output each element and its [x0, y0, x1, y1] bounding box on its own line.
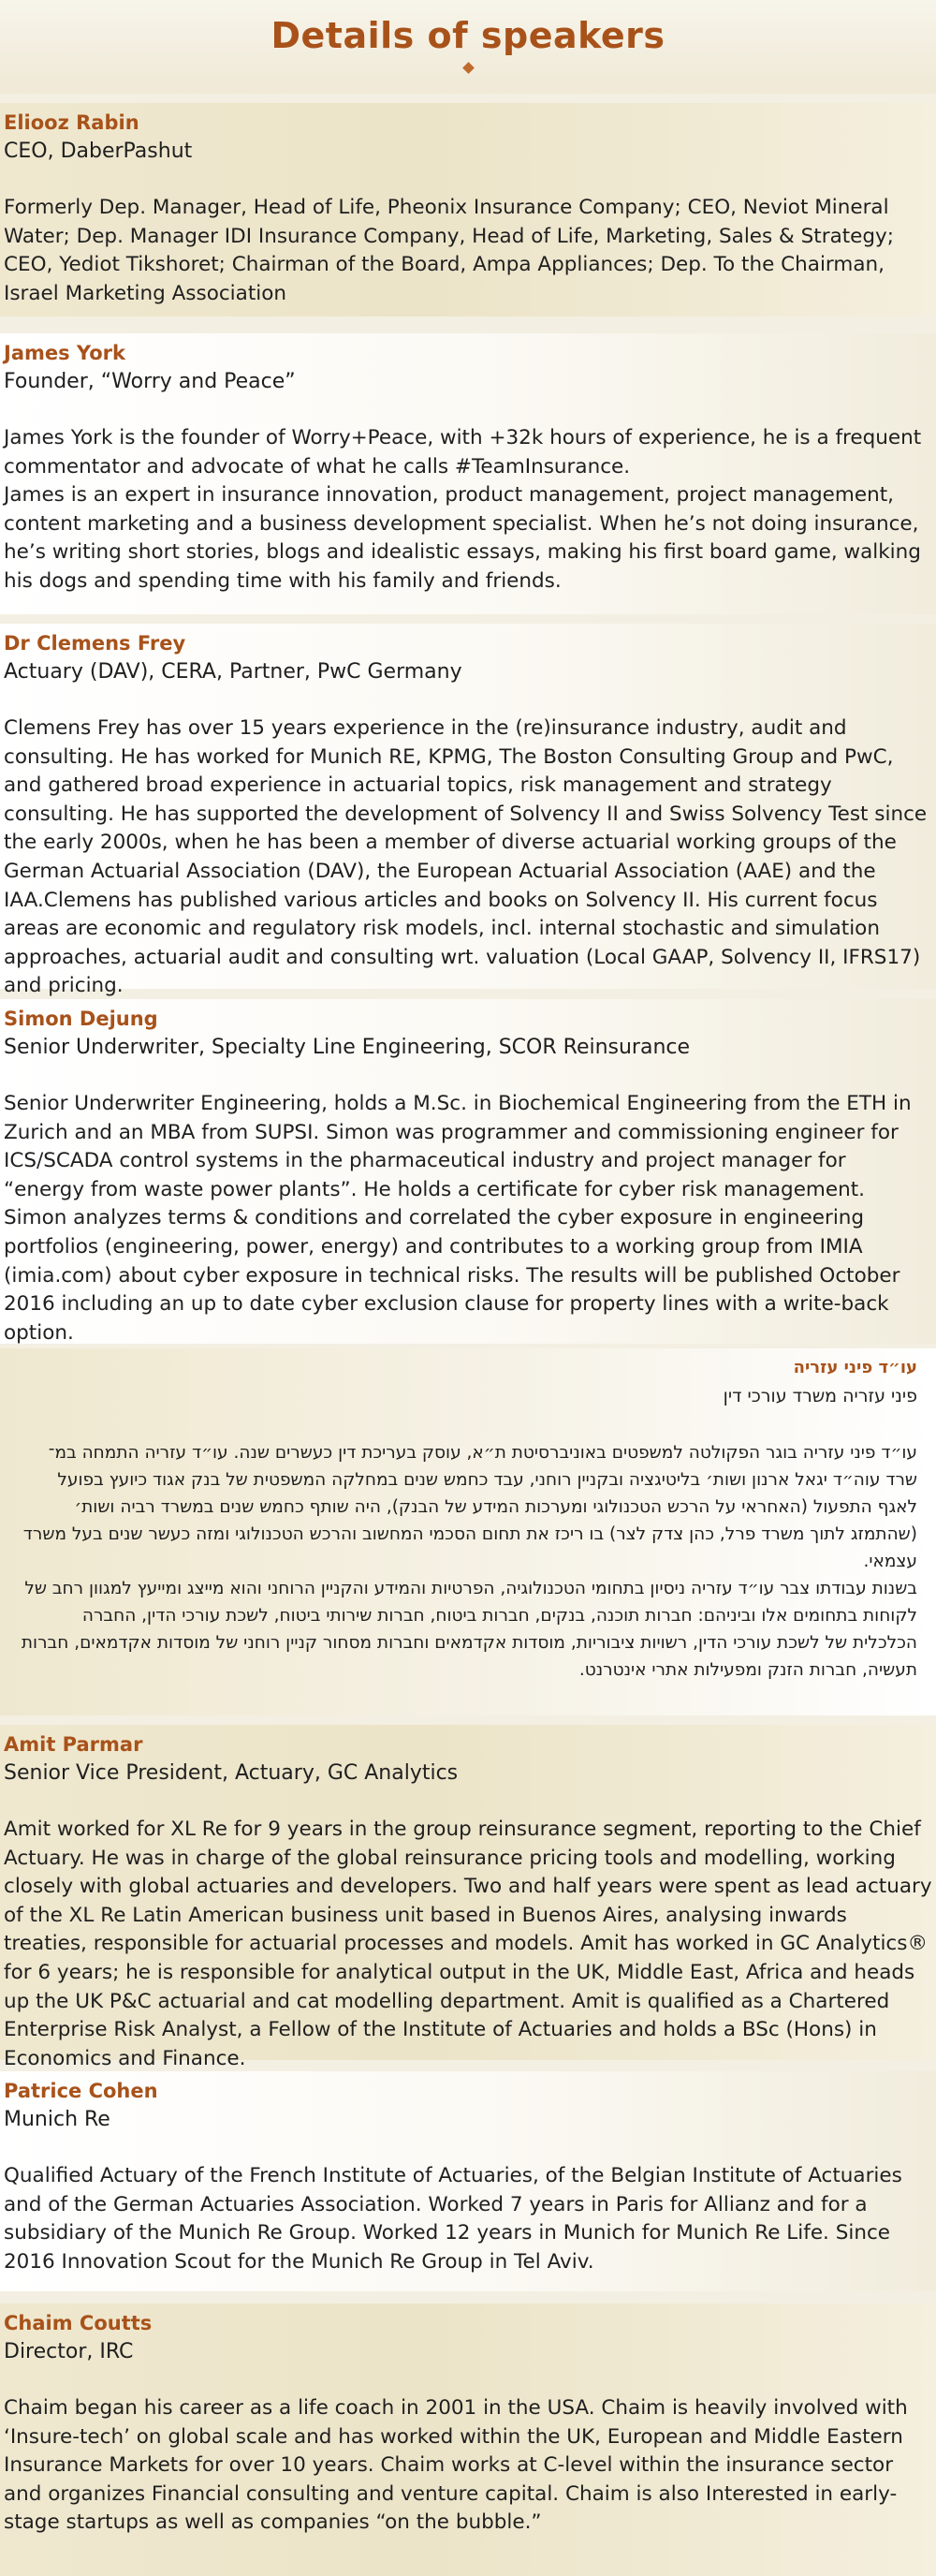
speaker-card	[0, 333, 936, 614]
speaker-bio: Qualified Actuary of the French Institute of Actuaries, of the Belgian Institute of Actuaries and of the German Actuaries Association. Worked 7 years in Paris for Allianz and for a subsidiary of the Munich Re Group. Worked 12 years in Munich for Munich Re Life. Since 2016 Innovation Scout for the Munich Re Group in Tel Aviv.	[4, 2164, 902, 2274]
speaker-title: CEO, DaberPashut	[4, 140, 193, 163]
speaker-card	[0, 1348, 936, 1715]
speaker-name: Eliooz Rabin	[4, 111, 139, 134]
speaker-name: Chaim Coutts	[4, 2312, 153, 2334]
speaker-title: Munich Re	[4, 2108, 110, 2131]
speaker-bio: Chaim began his career as a life coach in 2001 in the USA. Chaim is heavily involved with ‘Insure-tech’ on global scale and has worked within the UK, European and Middle Eastern Insurance Markets for over 10 years. Chaim works at C-level within the insurance sector and organizes Financial consulting and venture capital. Chaim is also Interested in early-stage startups as well as companies “on the bubble.”	[4, 2396, 908, 2535]
speaker-title: Founder, “Worry and Peace”	[4, 370, 296, 393]
speaker-title: Director, IRC	[4, 2340, 134, 2363]
speaker-bio: Senior Underwriter Engineering, holds a M.Sc. in Biochemical Engineering from the ETH in Zurich and an MBA from SUPSI. Simon was programmer and commissioning engineer for ICS/SCADA control systems in the pharmaceutical industry and project manager for “energy from waste power plants”. He holds a certificate for cyber risk management. Simon analyzes terms & conditions and correlated the cyber exposure in engineering portfolios (engineering, power, energy) and contributes to a working group from IMIA (imia.com) about cyber exposure in technical risks. The results will be published October 2016 including an up to date cyber exclusion clause for property lines with a write-back option.	[4, 1092, 912, 1345]
speaker-card	[0, 624, 936, 998]
diamond-ornament-icon	[462, 62, 475, 74]
speaker-name: Simon Dejung	[4, 1008, 158, 1030]
speaker-card	[0, 999, 936, 1344]
speaker-card	[0, 2071, 936, 2291]
speaker-name: עו״ד פיני עזריה	[793, 1358, 917, 1377]
speaker-bio: Clemens Frey has over 15 years experience in the (re)insurance industry, audit and consulting. He has worked for Munich RE, KPMG, The Boston Consulting Group and PwC, and gathered broad experience in actuarial topics, risk management and strategy consulting. He has supported the development of Solvency II and Swiss Solvency Test since the early 2000s, when he has been a member of diverse actuarial working groups of the German Actuarial Association (DAV), the European Actuarial Association (AAE) and the IAA.Clemens has published various articles and books on Solvency II. His current focus areas are economic and regulatory risk models, incl. internal stochastic and simulation approaches, actuarial audit and consulting wrt. valuation (Local GAAP, Solvency II, IFRS17) and pricing.	[4, 716, 928, 998]
speaker-title: Senior Vice President, Actuary, GC Analytics	[4, 1761, 459, 1785]
speaker-card	[0, 103, 936, 316]
speaker-card	[0, 2304, 936, 2576]
speaker-title: Senior Underwriter, Specialty Line Engineering, SCOR Reinsurance	[4, 1036, 691, 1059]
speaker-name: Patrice Cohen	[4, 2080, 158, 2102]
page-header	[0, 0, 936, 94]
speaker-card	[0, 1725, 936, 2070]
speaker-bio: James York is the founder of Worry+Peace, with +32k hours of experience, he is a frequent commentator and advocate of what he calls #TeamInsurance. James is an expert in insurance innovation, product management, project management, content marketing and a business development specialist. When he’s not doing insurance, he’s writing short stories, blogs and idealistic essays, making his first board game, walking his dogs and spending time with his family and friends.	[4, 426, 922, 593]
speaker-name: Amit Parmar	[4, 1733, 143, 1756]
speaker-bio: Formerly Dep. Manager, Head of Life, Pheonix Insurance Company; CEO, Neviot Mineral Water; Dep. Manager IDI Insurance Company, Head of Life, Marketing, Sales & Strategy; CEO, Yediot Tikshoret; Chairman of the Board, Ampa Appliances; Dep. To the Chairman, Israel Marketing Association	[4, 196, 895, 305]
speaker-title: פיני עזריה משרד עורכי דין	[723, 1386, 917, 1406]
page-title: Details of speakers	[271, 15, 665, 56]
speaker-name: James York	[4, 342, 125, 364]
speaker-bio: Amit worked for XL Re for 9 years in the group reinsurance segment, reporting to the Chief Actuary. He was in charge of the global reinsurance pricing tools and modelling, working closely with global actuaries and developers. Two and half years were spent as lead actuary of the XL Re Latin American business unit based in Buenos Aires, analysing inwards treaties, responsible for actuarial processes and models. Amit has worked in GC Analytics® for 6 years; he is responsible for analytical output in the UK, Middle East, Africa and heads up the UK P&C actuarial and cat modelling department. Amit is qualified as a Chartered Enterprise Risk Analyst, a Fellow of the Institute of Actuaries and holds a BSc (Hons) in Economics and Finance.	[4, 1818, 932, 2070]
speaker-bio: עו״ד פיני עזריה בוגר הפקולטה למשפטים באוניברסיטת ת״א, עוסק בעריכת דין כעשרים שנה. עו״ד עזריה התמחה במ־ שרד עוה״ד יגאל ארנון ושות׳ בליטיגציה ובקניין רוחני, עבד כחמש שנים במחלקה המשפטית של בנק אגוד כיועץ בפועל לאגף התפעול (האחראי על הרכש הטכנולוגי ומערכות המידע של הבנק), היה שותף כחמש שנים במשרד רביה ושות׳ (שהתמזג לתוך משרד פרל, כהן צדק לצר) בו ריכז את תחום הסכמי המחשוב והרכש הטכנולוגי ומזה כעשר שנים בעל משרד עצמאי. בשנות עבודתו צבר עו״ד עזריה ניסיון בתחומי הטכנולוגיה, הפרטיות והמידע והקניין הרוחני והוא מייצג ומייעץ למגוון רחב של לקוחות בתחומים אלו וביניהם: חברות תוכנה, בנקים, חברות ביטוח, חברות שירותי ביטוח, לשכת עורכי הדין, החברה הכלכלית של לשכת עורכי הדין, רשויות ציבוריות, מוסדות אקדמאים וחברות מסחור קניין רוחני של מוסדות אקדמאים, חברות תעשיה, חברות הזנק ומפעילות אתרי אינטרנט.	[21, 1443, 917, 1680]
speaker-title: Actuary (DAV), CERA, Partner, PwC Germany	[4, 660, 462, 684]
speaker-name: Dr Clemens Frey	[4, 632, 186, 655]
